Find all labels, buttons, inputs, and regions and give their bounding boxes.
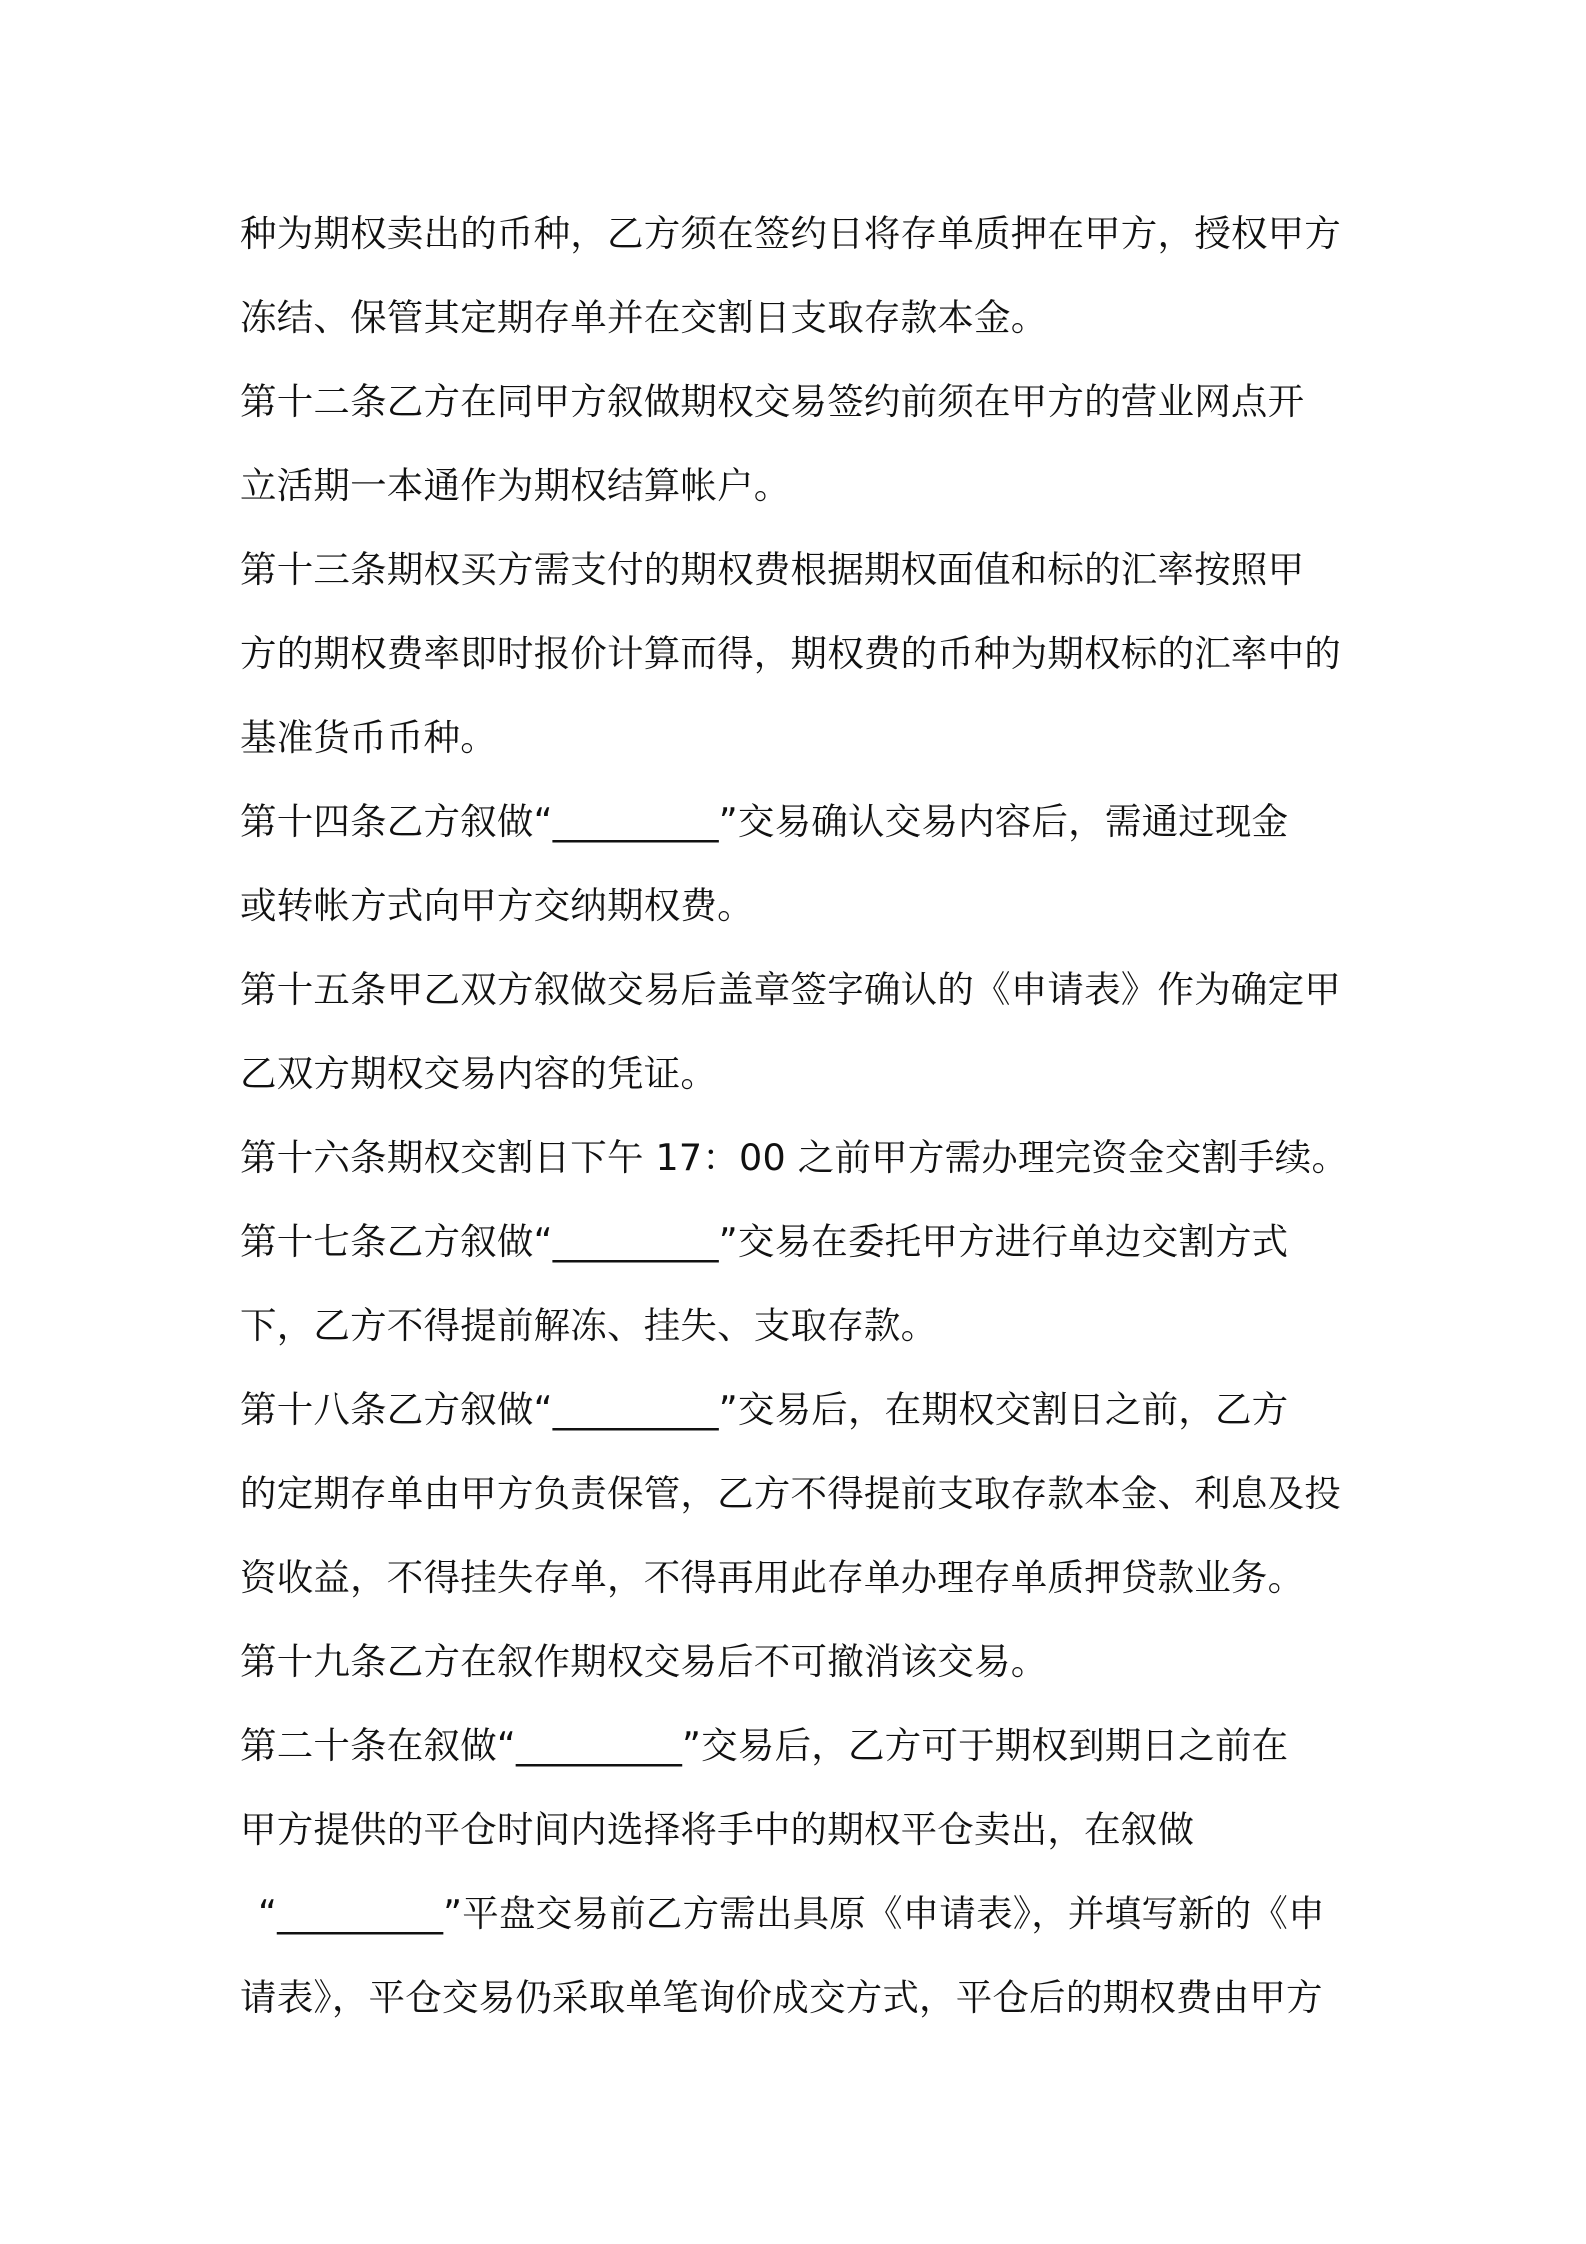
text-line: 或转帐方式向甲方交纳期权费。 <box>240 884 754 927</box>
text-line: 立活期一本通作为期权结算帐户。 <box>240 464 791 507</box>
article-12-line: 第十二条乙方在同甲方叙做期权交易签约前须在甲方的营业网点开 <box>240 380 1305 423</box>
text-line: 种为期权卖出的币种，乙方须在签约日将存单质押在甲方，授权甲方 <box>240 212 1341 255</box>
text-line: 甲方提供的平仓时间内选择将手中的期权平仓卖出，在叙做 <box>240 1808 1195 1851</box>
text-line: 冻结、保管其定期存单并在交割日支取存款本金。 <box>240 296 1048 339</box>
text-line: 方的期权费率即时报价计算而得，期权费的币种为期权标的汇率中的 <box>240 632 1341 675</box>
text-line: “_________”平盘交易前乙方需出具原《申请表》，并填写新的《申 <box>258 1892 1325 1935</box>
article-16-line: 第十六条期权交割日下午 17：00 之前甲方需办理完资金交割手续。 <box>240 1136 1349 1179</box>
article-19-line: 第十九条乙方在叙作期权交易后不可撤消该交易。 <box>240 1640 1048 1683</box>
text-line: 的定期存单由甲方负责保管，乙方不得提前支取存款本金、利息及投 <box>240 1472 1341 1515</box>
text-line: 请表》，平仓交易仍采取单笔询价成交方式，平仓后的期权费由甲方 <box>240 1976 1323 2019</box>
article-17-line: 第十七条乙方叙做“_________”交易在委托甲方进行单边交割方式 <box>240 1220 1289 1263</box>
article-18-line: 第十八条乙方叙做“_________”交易后，在期权交割日之前，乙方 <box>240 1388 1289 1431</box>
article-15-line: 第十五条甲乙双方叙做交易后盖章签字确认的《申请表》作为确定甲 <box>240 968 1341 1011</box>
text-line: 基准货币币种。 <box>240 716 497 759</box>
text-line: 下，乙方不得提前解冻、挂失、支取存款。 <box>240 1304 938 1347</box>
article-14-line: 第十四条乙方叙做“_________”交易确认交易内容后，需通过现金 <box>240 800 1289 843</box>
article-13-line: 第十三条期权买方需支付的期权费根据期权面值和标的汇率按照甲 <box>240 548 1305 591</box>
document-body <box>240 192 1360 2040</box>
text-line: 乙双方期权交易内容的凭证。 <box>240 1052 718 1095</box>
article-20-line: 第二十条在叙做“_________”交易后，乙方可于期权到期日之前在 <box>240 1724 1289 1767</box>
text-line: 资收益，不得挂失存单，不得再用此存单办理存单质押贷款业务。 <box>240 1556 1305 1599</box>
